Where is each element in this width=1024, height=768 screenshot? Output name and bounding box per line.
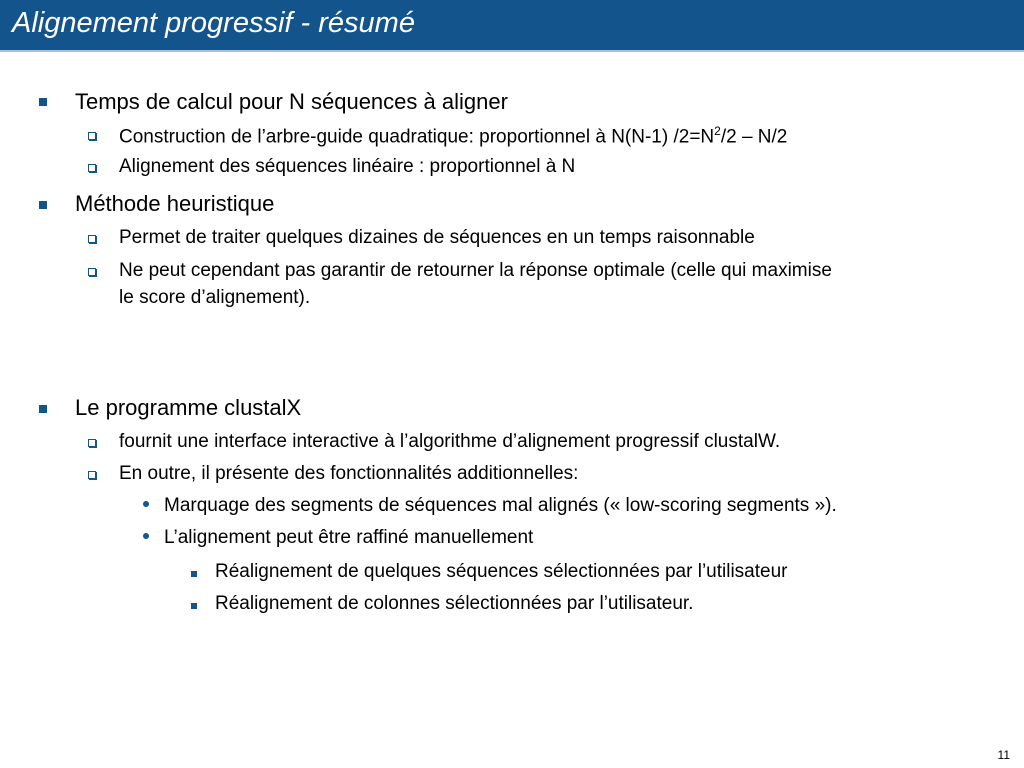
bullet-heuristic-method: Méthode heuristique [75,191,275,216]
guide-tree-text: Construction de l’arbre-guide quadratique: proportionnel à N(N-1) /2=N [119,126,715,148]
square-bullet-icon [39,405,47,413]
square-bullet-icon [39,201,47,209]
guide-tree-text-end: /2 – N/2 [720,126,788,148]
sub-bullet-linear-alignment: Alignement des séquences linéaire : proportionnel à N [119,156,576,177]
hollow-square-bullet-icon [88,471,96,479]
sub-bullet-guide-tree [119,124,787,148]
sub3-bullet-low-scoring: Marquage des segments de séquences mal alignés (« low-scoring segments »). [164,495,837,516]
hollow-square-bullet-icon [88,235,96,243]
title-divider [0,50,1024,52]
sub-bullet-interface: fournit une interface interactive à l’algorithme d’alignement progressif clustalW. [119,431,781,452]
page-number: 11 [997,748,1010,762]
square-bullet-icon [39,98,47,106]
sub3-bullet-manual-refine: L’alignement peut être raffiné manuellement [164,527,534,548]
title-bar [0,0,1024,50]
sub-bullet-additional-features: En outre, il présente des fonctionnalités additionnelles: [119,463,579,484]
hollow-square-bullet-icon [88,132,96,140]
small-square-bullet-icon [191,603,197,609]
sub-bullet-no-guarantee-line2: le score d’alignement). [119,287,311,308]
dot-bullet-icon [143,501,149,507]
hollow-square-bullet-icon [88,268,96,276]
small-square-bullet-icon [191,571,197,577]
sub4-bullet-realign-sequences: Réalignement de quelques séquences sélectionnées par l’utilisateur [215,561,788,582]
dot-bullet-icon [143,533,149,539]
sub4-bullet-realign-columns: Réalignement de colonnes sélectionnées par l’utilisateur. [215,593,694,614]
hollow-square-bullet-icon [88,439,96,447]
bullet-computation-time: Temps de calcul pour N séquences à aligner [75,89,508,114]
guide-tree-exponent: 2 [714,124,721,138]
sub-bullet-dozens-sequences: Permet de traiter quelques dizaines de séquences en un temps raisonnable [119,227,755,248]
bullet-clustalx: Le programme clustalX [75,395,302,420]
sub-bullet-no-guarantee-line1: Ne peut cependant pas garantir de retourner la réponse optimale (celle qui maximise [119,260,832,281]
slide-title: Alignement progressif - résumé [12,7,415,39]
hollow-square-bullet-icon [88,164,96,172]
